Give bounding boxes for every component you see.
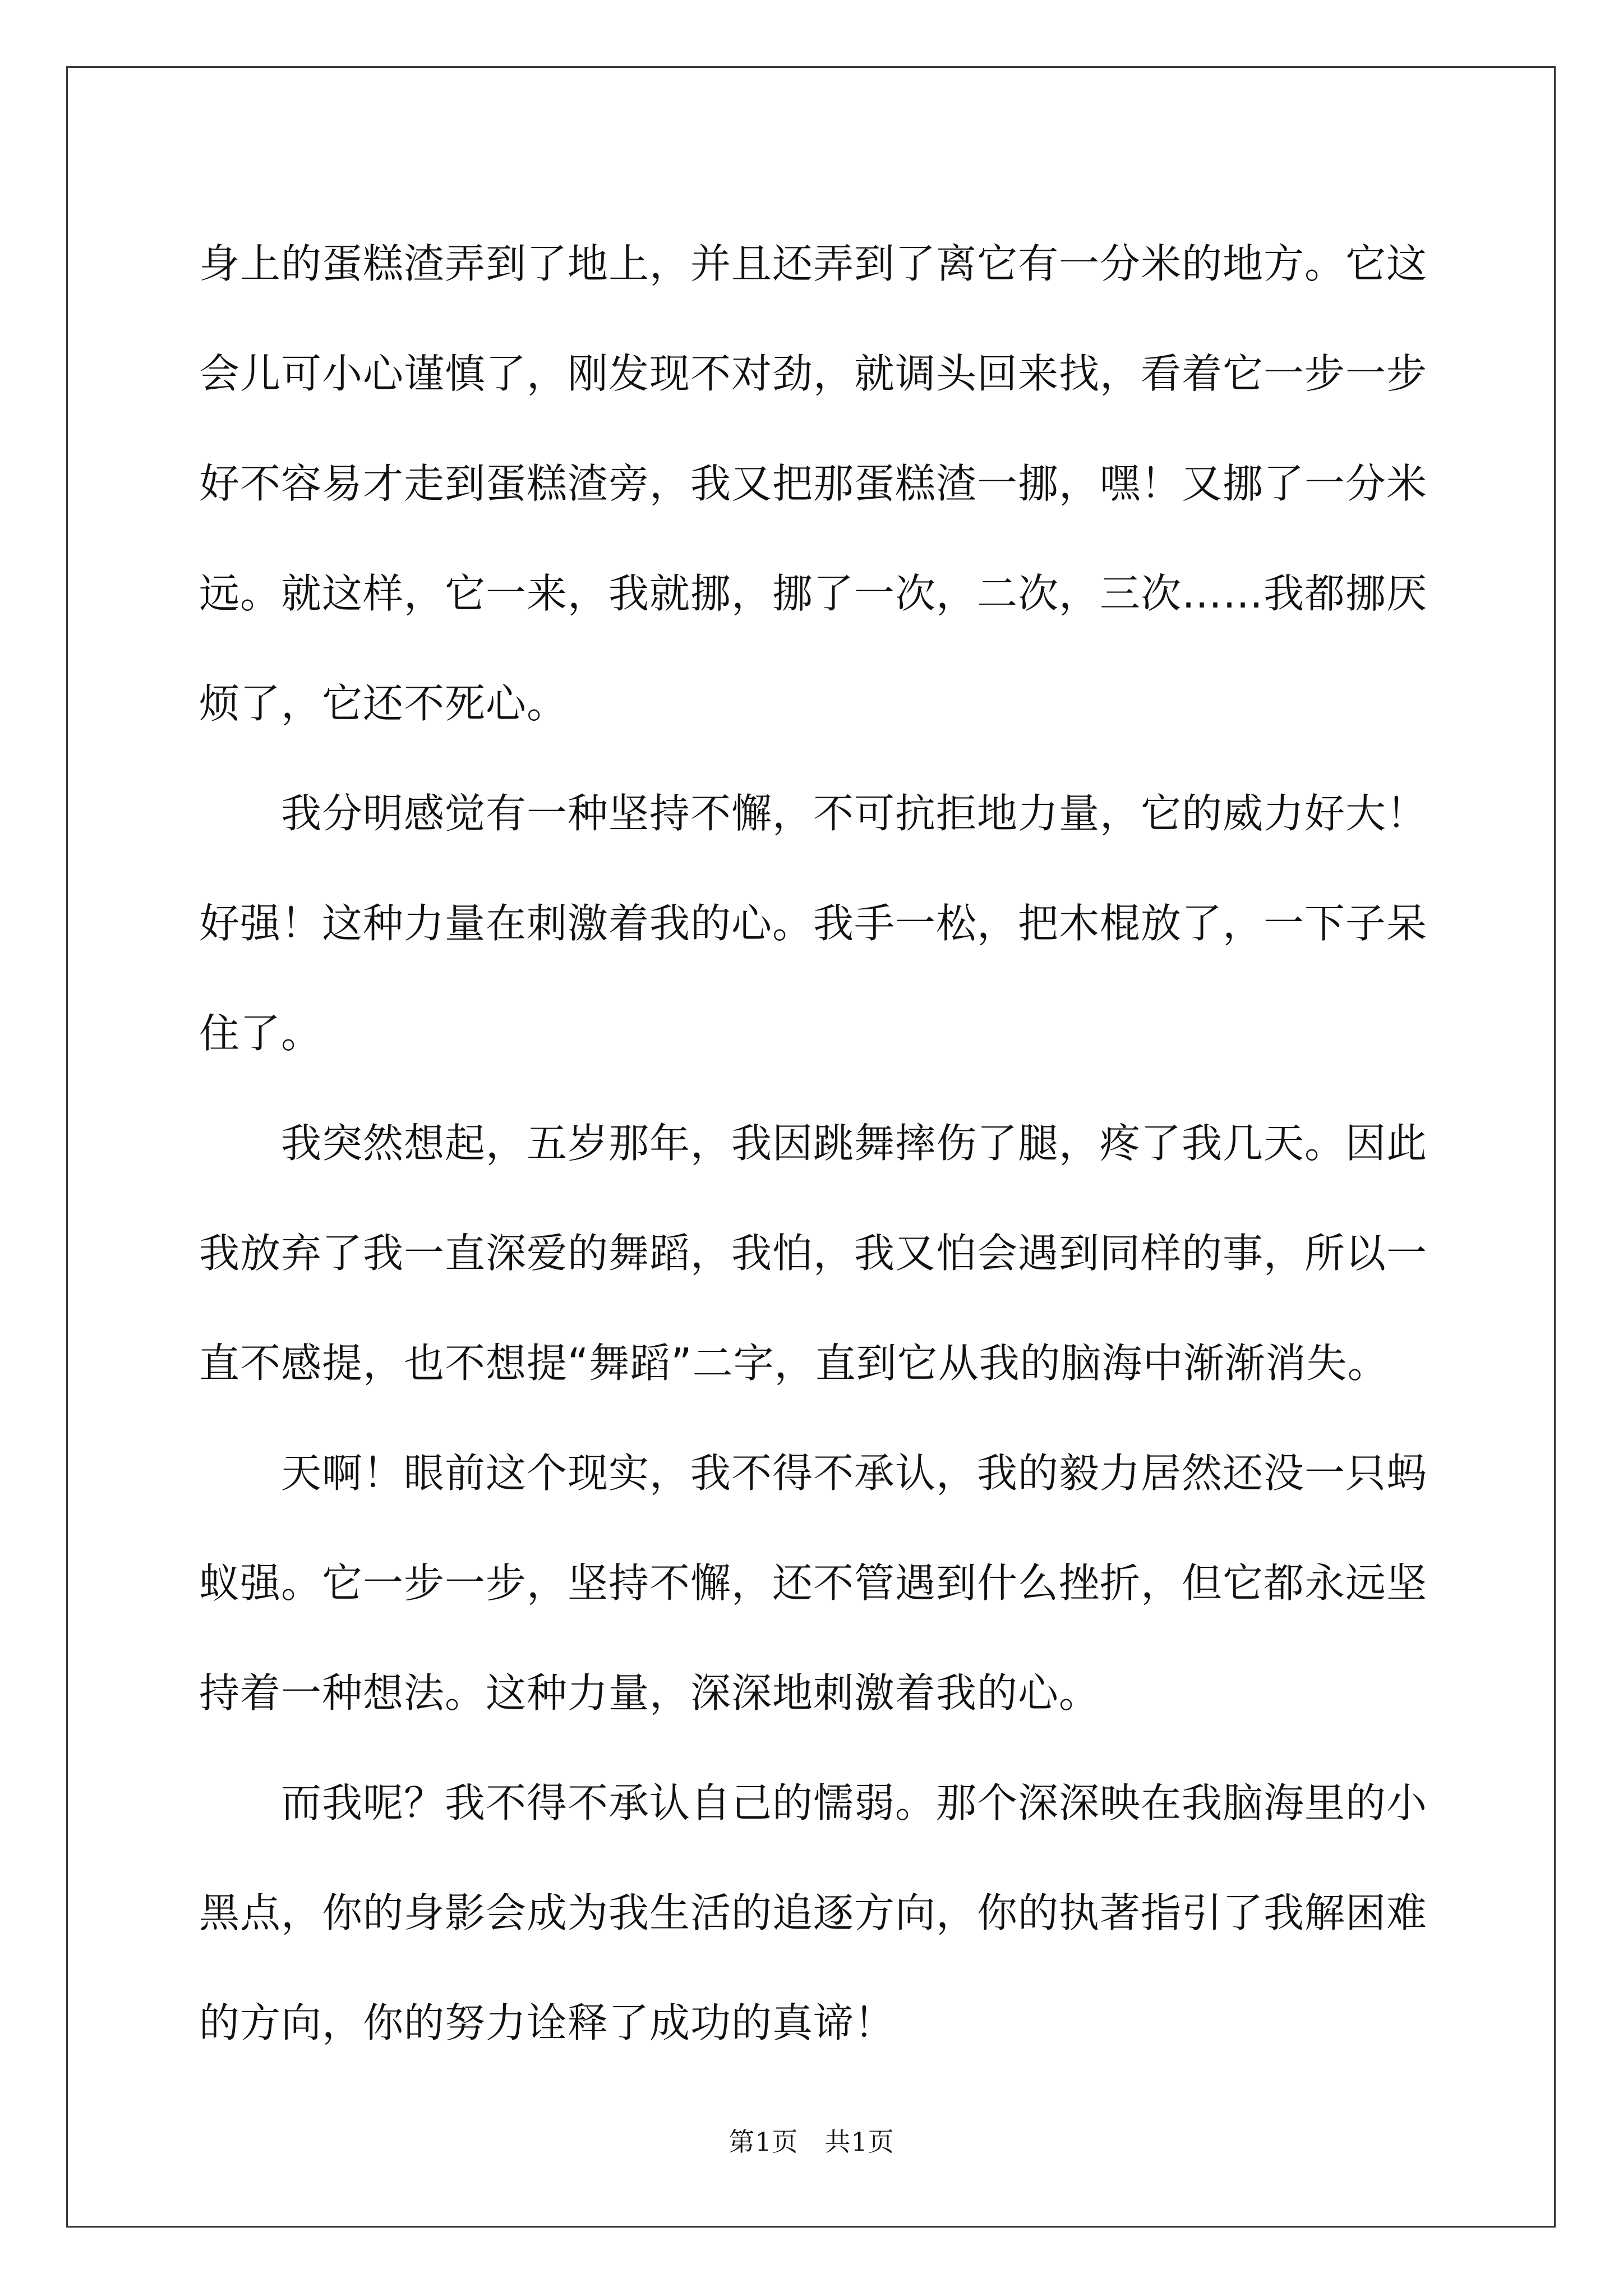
paragraph-continued: 身上的蛋糕渣弄到了地上，并且还弄到了离它有一分米的地方。它这会儿可小心谨慎了，刚发现不对劲，就调头回来找，看着它一步一步好不容易才走到蛋糕渣旁，我又把那蛋糕渣一挪，嘿！又挪了一分米远。就这样，它一来，我就挪，挪了一次，二次，三次……我都挪厌烦了，它还不死心。	[199, 240, 1428, 727]
paragraph: 我突然想起，五岁那年，我因跳舞摔伤了腿，疼了我几天。因此我放弃了我一直深爱的舞蹈，我怕，我又怕会遇到同样的事，所以一直不感提，也不想提“舞蹈”二字，直到它从我的脑海中渐渐消失。	[199, 1120, 1428, 1387]
page-number-footer: 第1页 共1页	[728, 2127, 895, 2157]
paragraph: 天啊！眼前这个现实，我不得不承认，我的毅力居然还没一只蚂蚁强。它一步一步，坚持不懈，还不管遇到什么挫折，但它都永远坚持着一种想法。这种力量，深深地刺激着我的心。	[199, 1450, 1428, 1717]
document-body	[199, 209, 1427, 2078]
paragraph: 而我呢？我不得不承认自己的懦弱。那个深深映在我脑海里的小黑点，你的身影会成为我生活的追逐方向，你的执著指引了我解困难的方向，你的努力诠释了成功的真谛！	[199, 1779, 1428, 2046]
paragraph: 我分明感觉有一种坚持不懈，不可抗拒地力量，它的威力好大！好强！这种力量在刺激着我的心。我手一松，把木棍放了，一下子呆住了。	[199, 790, 1428, 1057]
